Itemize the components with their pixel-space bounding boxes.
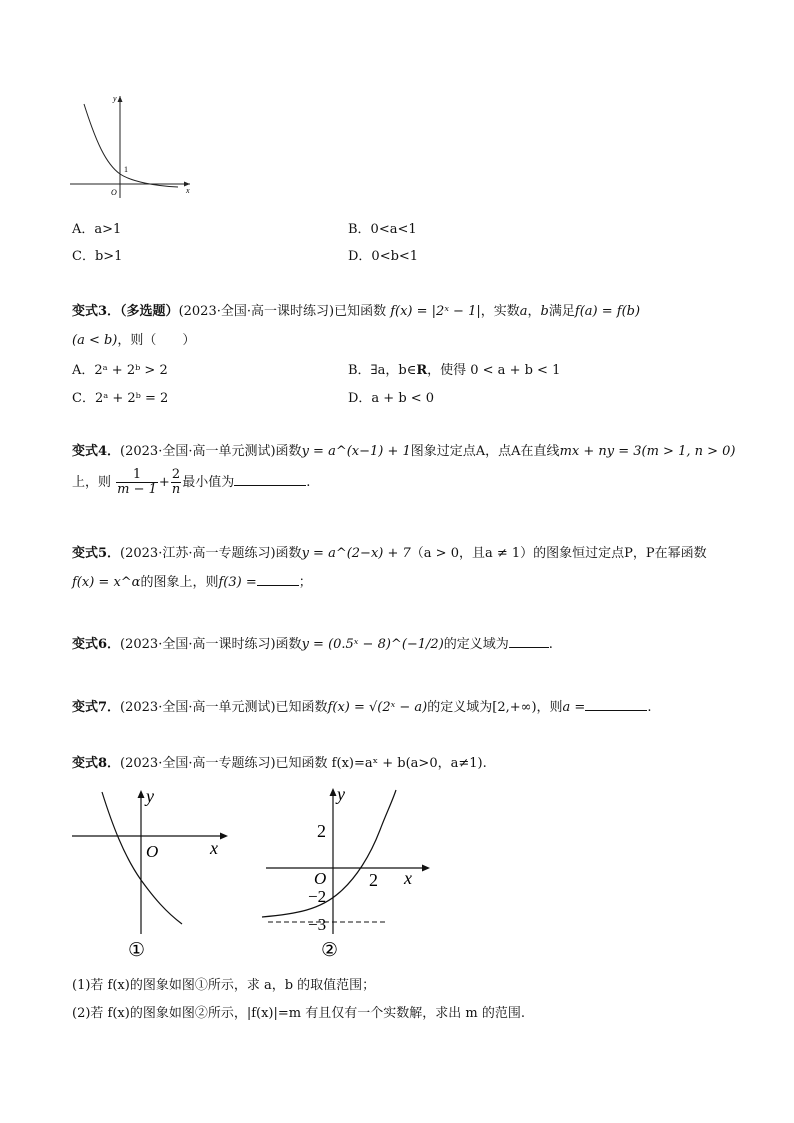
q4-stem-2: 图象过定点A，点A在直线 [410, 444, 560, 459]
graph-top [66, 92, 196, 202]
q7-stem [72, 696, 651, 715]
graph1-x-label: x [210, 838, 218, 858]
q4-fraction-1 [116, 468, 158, 497]
q7-stem-3: ，则 [536, 700, 563, 715]
q4-frac2-num: 2 [171, 467, 181, 482]
q3-stem-line1 [72, 300, 640, 319]
q3-cond2: (a < b) [72, 333, 118, 348]
q3-func: f(x) = |2ˣ − 1| [390, 304, 481, 319]
q4-line: mx + ny = 3(m > 1, n > 0) [559, 444, 736, 459]
q4-fraction-2 [171, 468, 181, 497]
graph2-x-label: x [404, 868, 412, 888]
q2-option-d: D．0<b<1 [348, 249, 419, 264]
q7-stem-1: 已知函数 [275, 700, 328, 715]
q2-option-a: A．a>1 [72, 222, 122, 237]
q7-source: (2023·全国·高一单元测试) [120, 700, 276, 715]
q3-cond: f(a) = f(b) [574, 304, 641, 319]
graph1-y-arrow-icon [138, 790, 145, 798]
q5-ask: f(3) = [218, 575, 257, 590]
q3-option-a: A．2ᵃ + 2ᵇ > 2 [72, 363, 168, 378]
q6-answer-blank[interactable] [509, 647, 549, 648]
q8-label: 变式8． [72, 756, 121, 771]
q4-source: (2023·全国·高一单元测试) [120, 444, 276, 459]
q2-option-c: C．b>1 [72, 249, 123, 264]
q5-end: ； [298, 575, 312, 590]
y-axis-arrow-icon [118, 96, 123, 102]
graph2-x-arrow-icon [422, 865, 430, 872]
q6-stem-1: 函数 [275, 637, 302, 652]
q4-stem-3: 上，则 [72, 475, 112, 490]
q3-option-b-r: R [416, 363, 428, 378]
q6-stem-2: 的定义域为 [443, 637, 509, 652]
q7-label: 变式7． [72, 700, 121, 715]
q6-label: 变式6． [72, 637, 121, 652]
graph1-caption: ① [128, 940, 146, 961]
q3-option-b-pre: B．∃a，b∈ [348, 363, 417, 378]
q8-source: (2023·全国·高一专题练习) [120, 756, 276, 771]
q7-answer-blank[interactable] [585, 710, 647, 711]
one-label: 1 [124, 165, 128, 174]
q3-stem-1: 已知函数 [334, 304, 387, 319]
q8-sub1: (1)若 f(x)的图象如图①所示，求 a，b 的取值范围； [72, 978, 376, 993]
q7-ask: a = [562, 700, 586, 715]
q5-source: (2023·江苏·高一专题练习) [120, 546, 276, 561]
q5-power: f(x) = x^α [72, 575, 141, 590]
q5-label: 变式5． [72, 546, 121, 561]
q8-stem [72, 752, 487, 771]
graph2-tick-y2: 2 [317, 821, 326, 841]
q5-stem-1: 函数 [275, 546, 302, 561]
graph2-tick-x2: 2 [369, 870, 378, 890]
graph2-tick-yneg2: −2 [308, 887, 327, 906]
graph-1 [66, 784, 246, 964]
q8-stem: 已知函数 f(x)=aˣ + b(a>0，a≠1). [275, 756, 487, 771]
q3-label: 变式3． [72, 304, 121, 319]
graph1-x-arrow-icon [220, 833, 228, 840]
q7-domain: [2,+∞) [492, 700, 537, 715]
q4-frac2-den: n [171, 482, 181, 497]
q3-var-b: b [540, 304, 549, 319]
q3-stem-2: ，实数 [480, 304, 520, 319]
q3-stem-5: ，则（ ） [117, 333, 196, 348]
q4-stem-line1 [72, 440, 736, 459]
q7-end: . [647, 700, 652, 715]
q3-var-a: a [519, 304, 528, 319]
q6-func: y = (0.5ˣ − 8)^(−1/2) [301, 637, 444, 652]
q7-stem-2: 的定义域为 [427, 700, 493, 715]
q6-stem [72, 633, 553, 652]
q2-option-b: B．0<a<1 [348, 222, 417, 237]
q4-label: 变式4． [72, 444, 121, 459]
q3-option-d: D．a + b < 0 [348, 391, 435, 406]
q5-func: y = a^(2−x) + 7 [301, 546, 411, 561]
graph2-y-label: y [337, 784, 345, 804]
q6-source: (2023·全国·高一课时练习) [120, 637, 276, 652]
q3-tag: （多选题） [120, 304, 179, 319]
origin-label: O [111, 188, 117, 197]
q4-func: y = a^(x−1) + 1 [301, 444, 411, 459]
q4-stem-1: 函数 [275, 444, 302, 459]
q4-frac1-num: 1 [116, 468, 158, 483]
y-label: y [113, 94, 117, 103]
x-label: x [186, 186, 190, 195]
graph-2 [256, 784, 436, 964]
q4-stem-line2: 上，则 $\frac{1}{m - 1}$ + $\frac{2}{n}$ 最小值为 . [72, 467, 311, 497]
graph2-curve [262, 790, 396, 917]
q3-option-b-post: ，使得 0 < a + b < 1 [427, 363, 561, 378]
q3-source: (2023·全国·高一课时练习) [178, 304, 335, 319]
graph1-y-label: y [146, 786, 154, 806]
graph1-curve [102, 792, 182, 924]
q5-stem-3: 的图象上，则 [140, 575, 219, 590]
q3-stem-3: ， [527, 304, 541, 319]
q7-func: f(x) = √(2ˣ − a) [327, 700, 428, 715]
q4-plus: + [158, 475, 170, 490]
q5-stem-line1 [72, 542, 707, 561]
curve [84, 104, 178, 187]
q5-stem-line2 [72, 571, 312, 590]
q4-stem-4: 最小值为 [182, 475, 235, 490]
q5-stem-2: （a > 0，且a ≠ 1）的图象恒过定点P，P在幂函数 [410, 546, 707, 561]
graph2-caption: ② [321, 940, 339, 961]
q3-option-c: C．2ᵃ + 2ᵇ = 2 [72, 391, 169, 406]
q3-stem-line2 [72, 329, 195, 348]
graph2-tick-yneg3: −3 [308, 915, 327, 934]
q3-stem-4: 满足 [548, 304, 575, 319]
graph1-origin: O [146, 842, 159, 861]
graph2-origin: O [314, 869, 327, 888]
q3-option-b [348, 359, 560, 378]
q6-end: . [548, 637, 553, 652]
q8-sub2: (2)若 f(x)的图象如图②所示，|f(x)|=m 有且仅有一个实数解，求出 m 的范围. [72, 1006, 525, 1021]
q5-answer-blank[interactable] [257, 585, 299, 586]
graph2-y-arrow-icon [330, 788, 337, 796]
q4-frac1-den: m − 1 [117, 482, 157, 497]
q4-answer-blank[interactable] [234, 485, 306, 486]
